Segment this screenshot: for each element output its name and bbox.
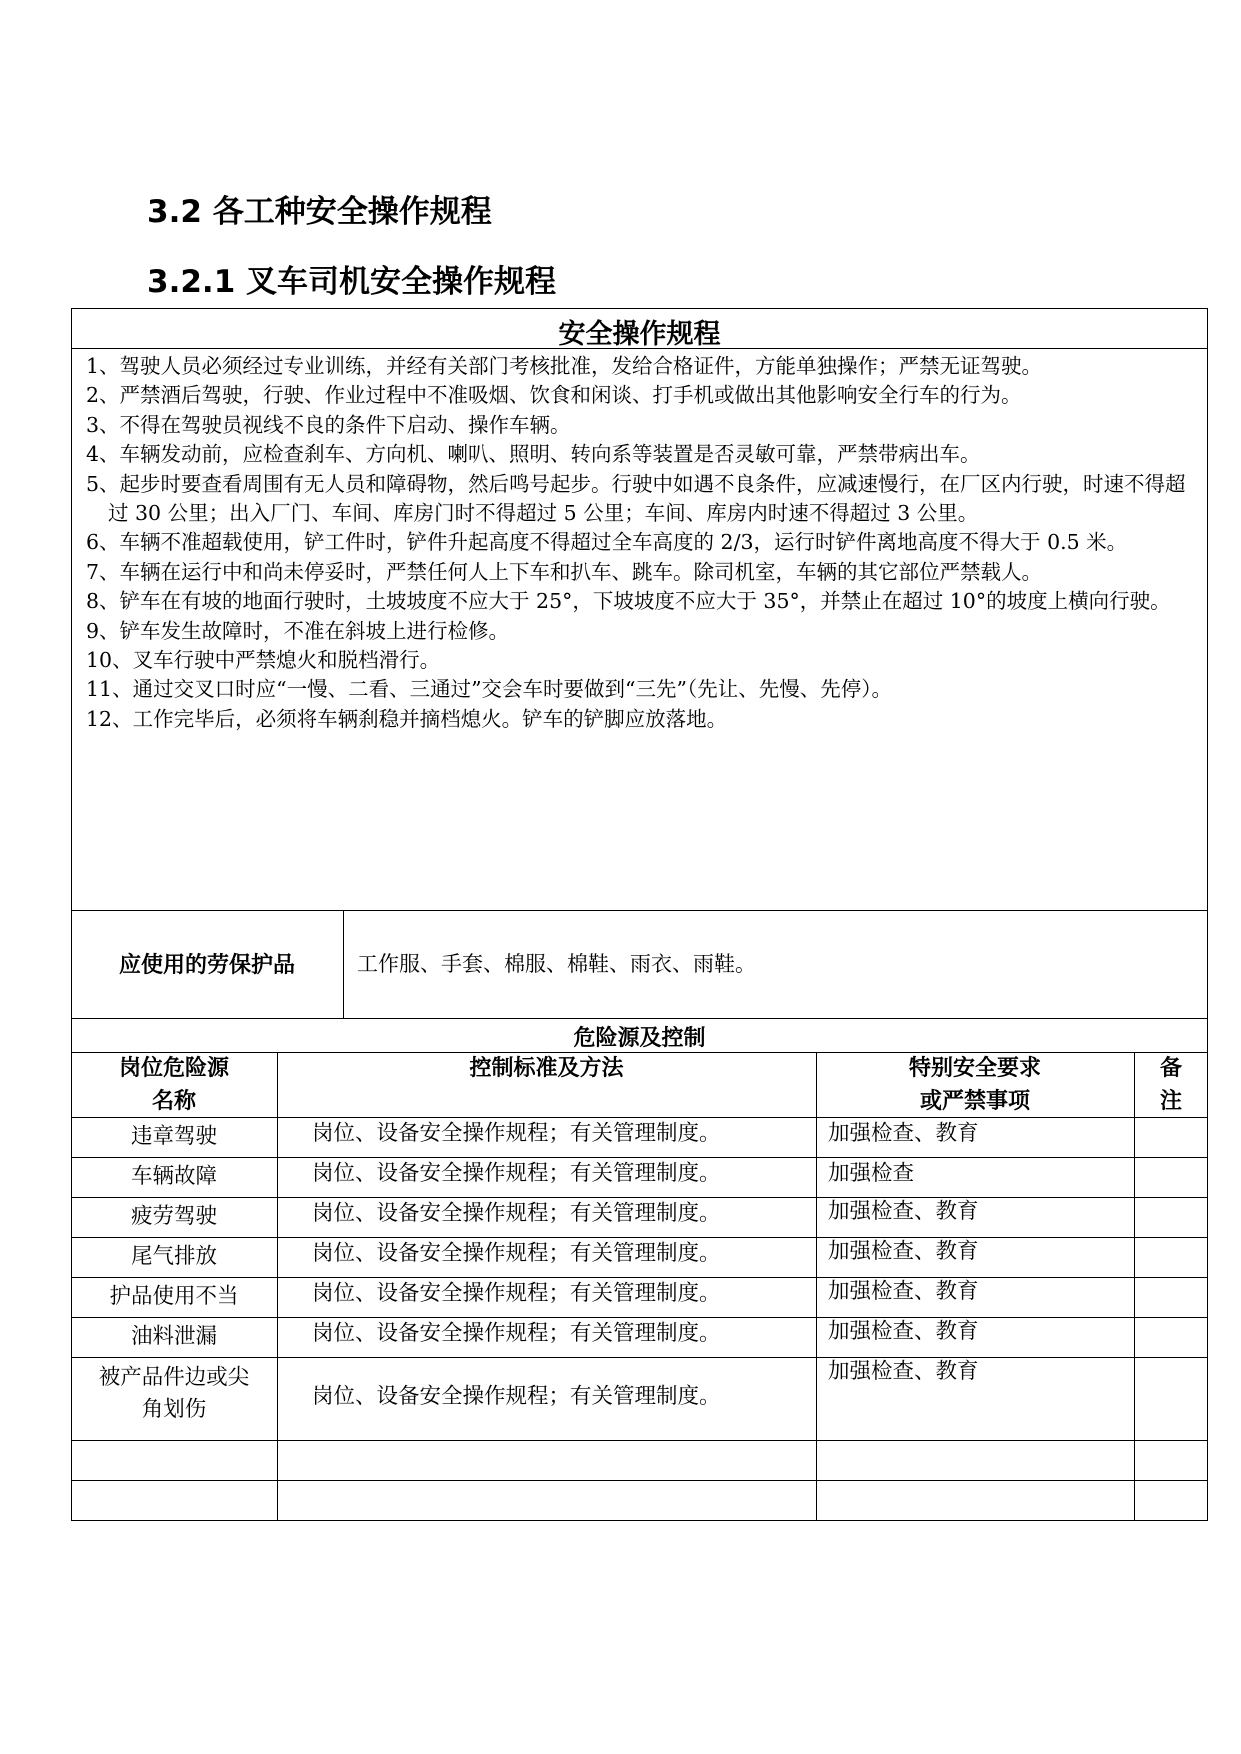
divider xyxy=(1134,1052,1135,1521)
column-header-line: 名称 xyxy=(151,1089,196,1114)
rules-list xyxy=(86,352,1198,734)
control-method: 岗位、设备安全操作规程；有关管理制度。 xyxy=(312,1384,721,1409)
rule-item: 12、工作完毕后，必须将车辆刹稳并摘档熄火。铲车的铲脚应放落地。 xyxy=(86,706,728,731)
control-method: 岗位、设备安全操作规程；有关管理制度。 xyxy=(312,1281,721,1306)
special-requirement: 加强检查、教育 xyxy=(828,1359,979,1384)
section-heading: 3.2 各工种安全操作规程 xyxy=(147,194,492,230)
column-header-control xyxy=(277,1052,816,1085)
column-header-line: 或严禁事项 xyxy=(919,1089,1030,1114)
hazard-name-line: 角划伤 xyxy=(141,1397,207,1422)
column-header-requirement xyxy=(816,1052,1134,1118)
hazard-name: 油料泄漏 xyxy=(130,1324,217,1349)
divider xyxy=(71,910,1208,911)
control-method: 岗位、设备安全操作规程；有关管理制度。 xyxy=(312,1161,721,1186)
special-requirement: 加强检查、教育 xyxy=(828,1239,979,1264)
rule-item: 5、起步时要查看周围有无人员和障碍物，然后鸣号起步。行驶中如遇不良条件，应减速慢行，在厂区内行驶，时速不得超过 30 公里；出入厂门、车间、库房门时不得超过 5 公里；车间、库房内时速不得超过 3 公里。 xyxy=(86,471,1186,526)
hazard-table-title: 危险源及控制 xyxy=(573,1026,706,1051)
ppe-value: 工作服、手套、棉服、棉鞋、雨衣、雨鞋。 xyxy=(357,952,756,976)
rule-item: 7、车辆在运行中和尚未停妥时，严禁任何人上下车和扒车、跳车。除司机室，车辆的其它部位严禁载人。 xyxy=(86,559,1043,584)
control-method: 岗位、设备安全操作规程；有关管理制度。 xyxy=(312,1121,721,1146)
ppe-label: 应使用的劳保护品 xyxy=(118,953,295,978)
divider xyxy=(71,1357,1208,1358)
column-header-line: 注 xyxy=(1159,1089,1182,1114)
special-requirement: 加强检查、教育 xyxy=(828,1319,979,1344)
rule-item: 9、铲车发生故障时，不准在斜坡上进行检修。 xyxy=(86,618,510,643)
hazard-name: 疲劳驾驶 xyxy=(130,1204,217,1229)
divider xyxy=(71,1440,1208,1441)
control-method: 岗位、设备安全操作规程；有关管理制度。 xyxy=(312,1201,721,1226)
hazard-name xyxy=(71,1362,277,1426)
divider xyxy=(71,1018,1208,1019)
rules-title: 安全操作规程 xyxy=(558,319,721,350)
subsection-heading: 3.2.1 叉车司机安全操作规程 xyxy=(147,264,557,300)
rule-item: 4、车辆发动前，应检查刹车、方向机、喇叭、照明、转向系等装置是否灵敏可靠，严禁带病出车。 xyxy=(86,442,981,467)
column-header-hazard xyxy=(71,1052,277,1118)
rule-item: 6、车辆不准超载使用，铲工件时，铲件升起高度不得超过全车高度的 2/3，运行时铲件离地高度不得大于 0.5 米。 xyxy=(86,530,1128,555)
rule-item: 8、铲车在有坡的地面行驶时，土坡坡度不应大于 25°，下坡坡度不应大于 35°，并禁止在超过 10°的坡度上横向行驶。 xyxy=(86,589,1171,614)
rule-item: 11、通过交叉口时应“一慢、二看、三通过”交会车时要做到“三先”（先让、先慢、先停）。 xyxy=(86,677,893,702)
control-method: 岗位、设备安全操作规程；有关管理制度。 xyxy=(312,1241,721,1266)
column-header-line: 备 xyxy=(1159,1056,1182,1081)
hazard-name: 护品使用不当 xyxy=(109,1284,239,1309)
special-requirement: 加强检查 xyxy=(828,1161,915,1186)
special-requirement: 加强检查、教育 xyxy=(828,1121,979,1146)
column-header-line: 特别安全要求 xyxy=(908,1056,1041,1081)
hazard-name-line: 被产品件边或尖 xyxy=(98,1365,250,1390)
divider xyxy=(816,1052,817,1521)
column-header-line: 控制标准及方法 xyxy=(469,1056,624,1081)
hazard-name: 尾气排放 xyxy=(130,1244,217,1269)
rule-item: 2、严禁酒后驾驶，行驶、作业过程中不准吸烟、饮食和闲谈、打手机或做出其他影响安全行车的行为。 xyxy=(86,383,1022,408)
hazard-name: 违章驾驶 xyxy=(130,1124,217,1149)
divider xyxy=(71,1480,1208,1481)
hazard-name: 车辆故障 xyxy=(130,1164,217,1189)
divider xyxy=(277,1052,278,1521)
column-header-note xyxy=(1134,1052,1208,1118)
special-requirement: 加强检查、教育 xyxy=(828,1279,979,1304)
rule-item: 1、驾驶人员必须经过专业训练，并经有关部门考核批准，发给合格证件，方能单独操作；严禁无证驾驶。 xyxy=(86,354,1043,378)
control-method: 岗位、设备安全操作规程；有关管理制度。 xyxy=(312,1321,721,1346)
column-header-line: 岗位危险源 xyxy=(118,1056,229,1081)
divider xyxy=(343,910,344,1018)
rule-item: 10、叉车行驶中严禁熄火和脱档滑行。 xyxy=(86,648,441,673)
rule-item: 3、不得在驾驶员视线不良的条件下启动、操作车辆。 xyxy=(86,412,571,437)
special-requirement: 加强检查、教育 xyxy=(828,1199,979,1224)
